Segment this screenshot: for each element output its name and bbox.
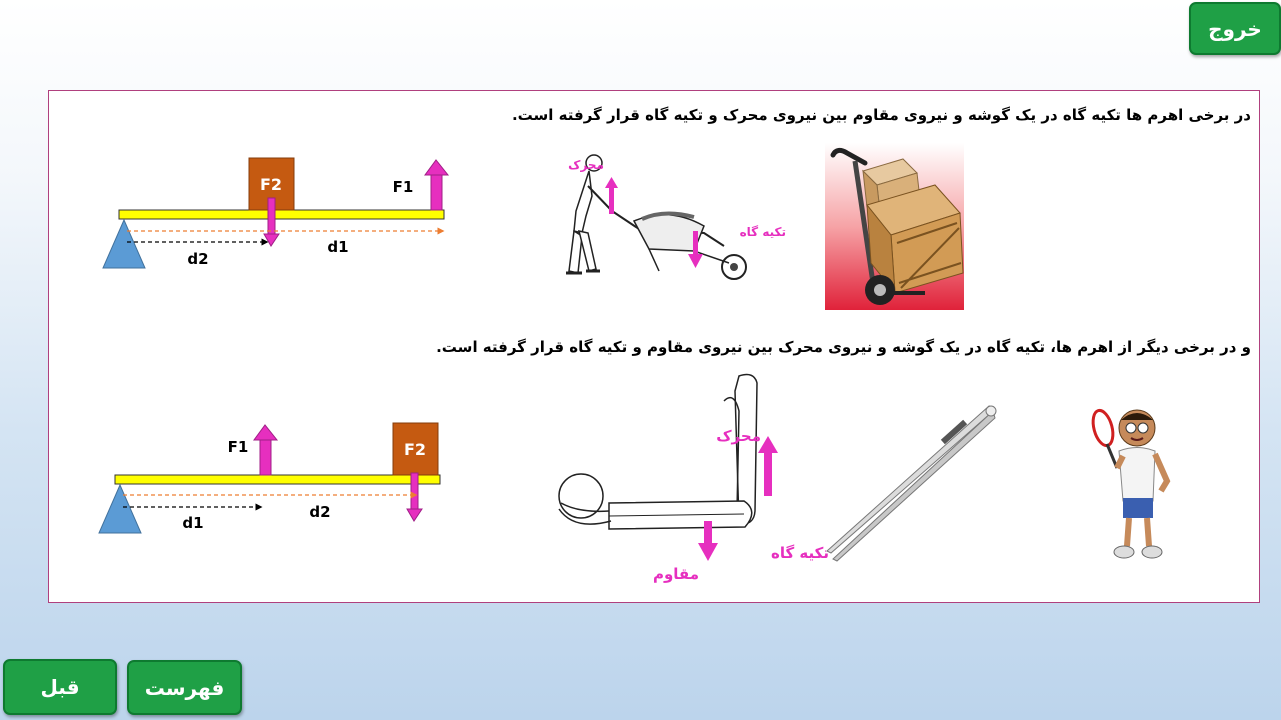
exit-button[interactable] [1189,2,1281,55]
back-button-label: قبل [40,675,80,699]
description-line-1: در برخی اهرم ها تکیه گاه در یک گوشه و نیروی مقاوم بین نیروی محرک و تکیه گاه قرار گرفته است. [511,106,1251,124]
lever-beam [115,475,440,484]
forearm-illustration [549,371,829,586]
index-button[interactable] [127,660,242,715]
wheelbarrow-effort-label: محرک [568,158,604,172]
f2-label: F2 [259,175,283,194]
exit-button-label: خروج [1208,16,1262,41]
d2-label: d2 [187,250,209,268]
content-panel [48,90,1260,603]
arm-fulcrum-label: تکیه گاه [770,544,829,562]
wheelbarrow-illustration [554,151,786,286]
f2-label: F2 [403,440,427,459]
lever-diagram-class2 [89,146,459,276]
f1-label: F1 [392,178,414,196]
f1-label: F1 [227,438,249,456]
lever-beam [119,210,444,219]
back-button[interactable] [3,659,117,715]
d1-label: d1 [182,514,204,532]
d2-label: d2 [309,503,331,521]
arm-effort-label: محرک [716,427,761,445]
index-button-label: فهرست [144,675,225,700]
tennis-player-illustration [1089,406,1179,566]
lever-diagram-class3 [89,411,459,541]
arm-load-label: مقاوم [652,565,699,583]
d1-label: d1 [327,238,349,256]
fulcrum-triangle [103,220,145,268]
fulcrum-triangle [99,485,141,533]
tweezers-illustration [819,401,999,566]
description-line-2: و در برخی دیگر از اهرم ها، تکیه گاه در یک گوشه و نیروی محرک بین نیروی مقاوم و تکیه گاه قرار گرفته است. [436,338,1251,356]
hand-truck-illustration [825,143,964,310]
wheelbarrow-fulcrum-label: تکیه گاه [739,225,786,239]
